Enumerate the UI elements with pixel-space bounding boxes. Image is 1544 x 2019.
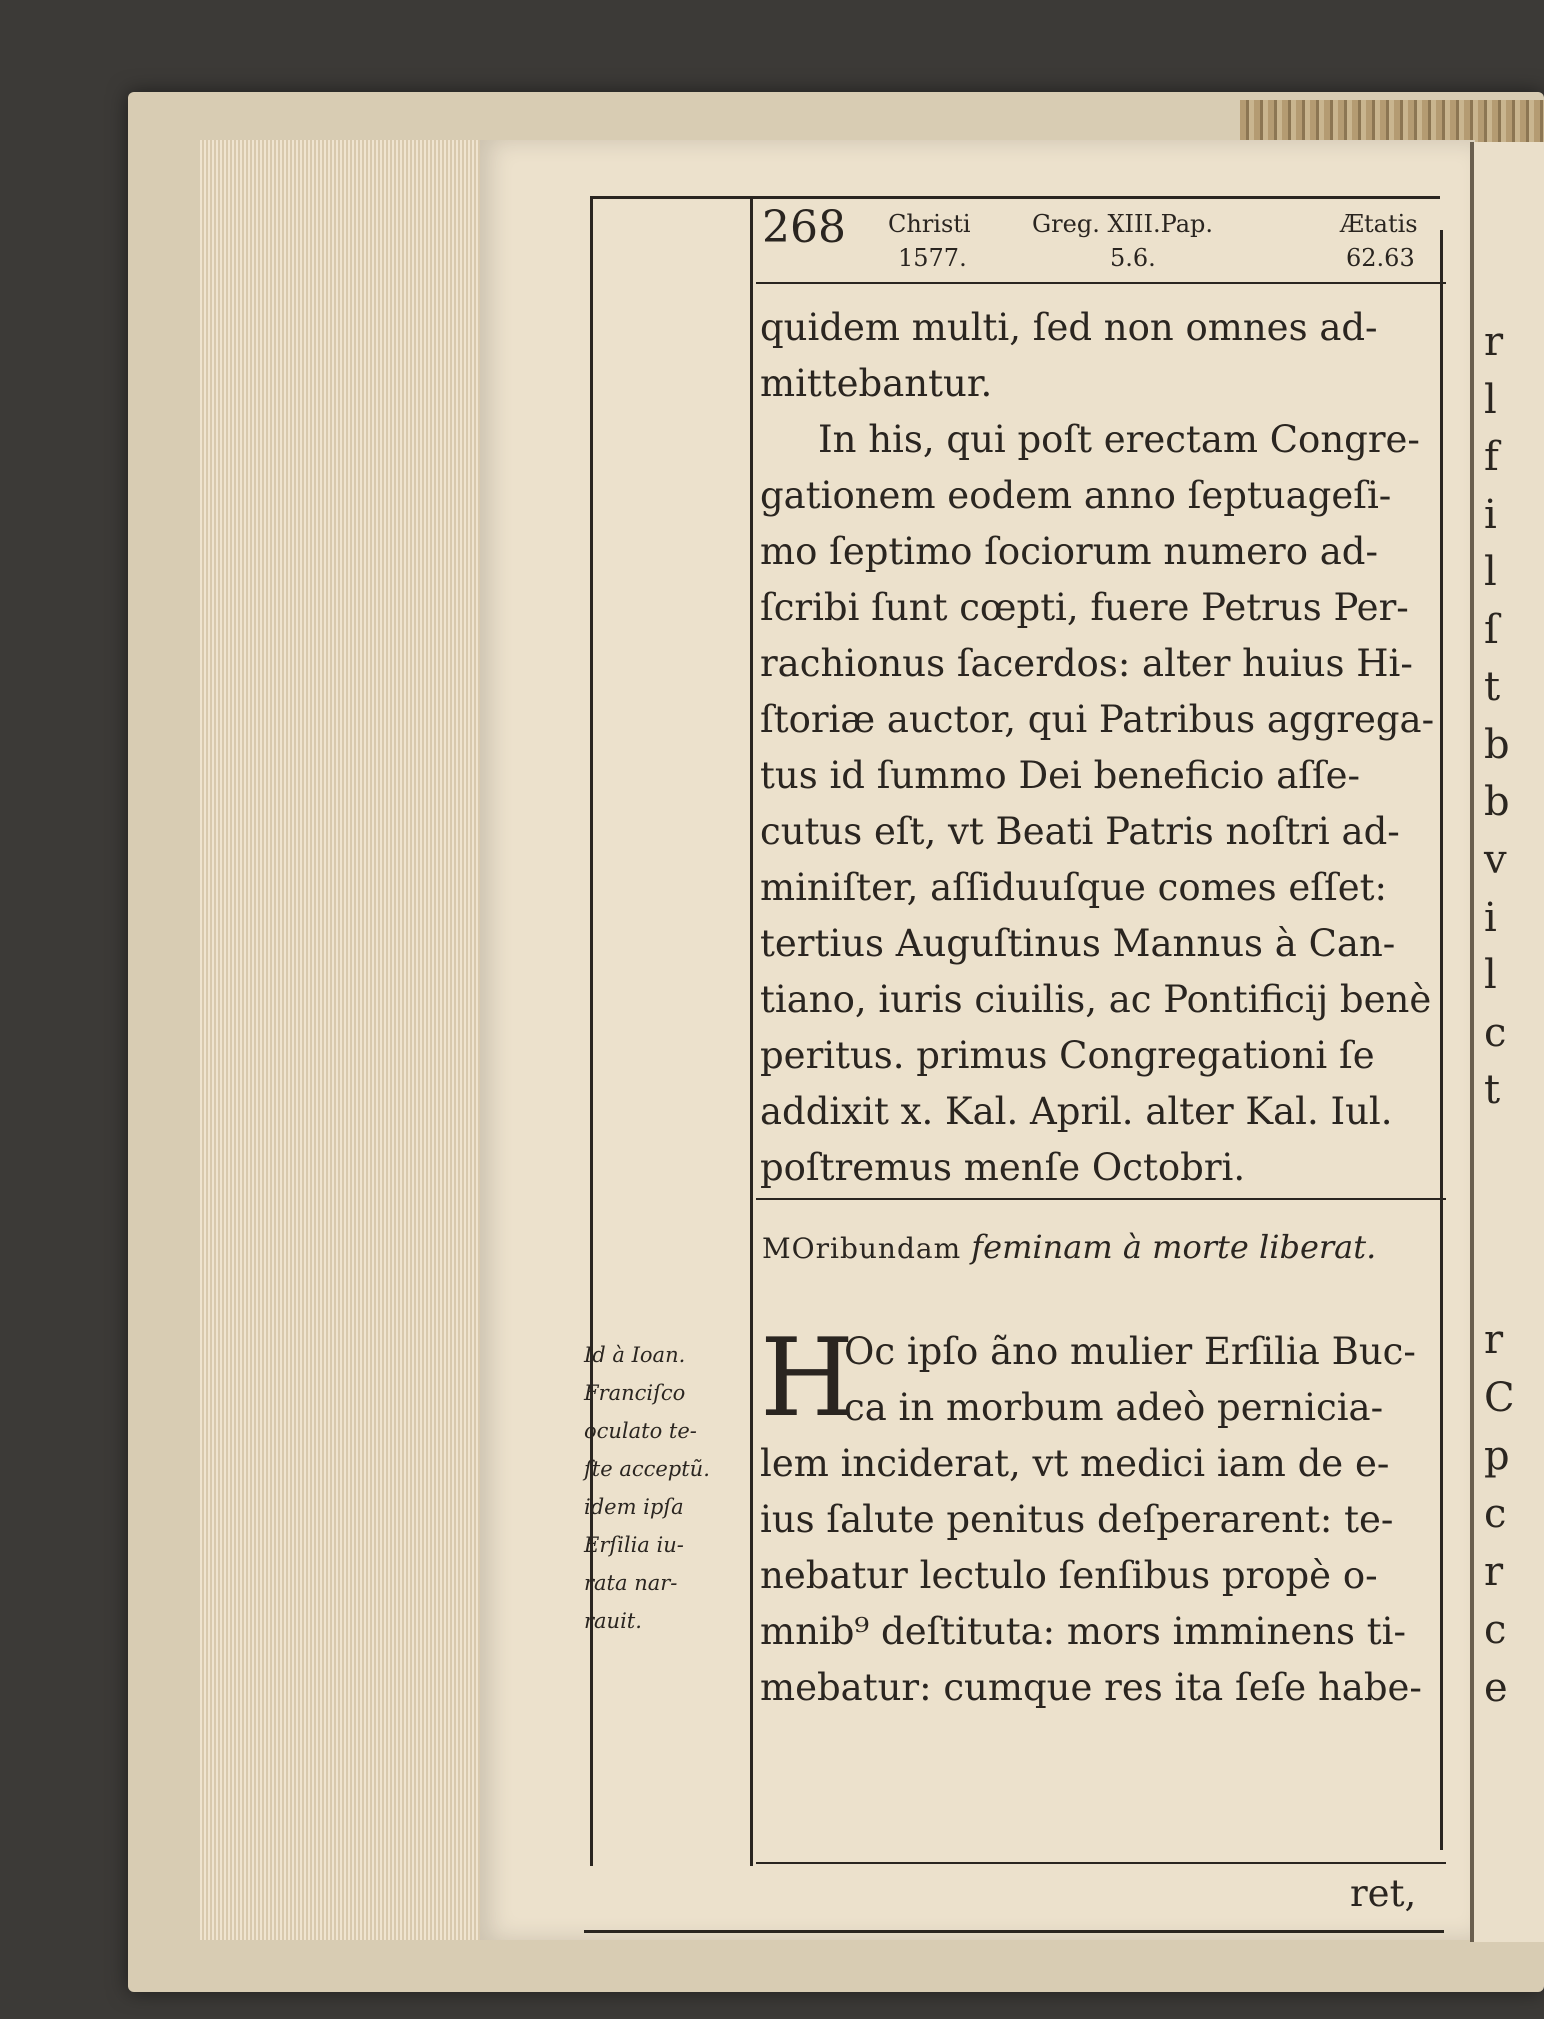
text-line: mebatur: cumque res ita ſeſe habe- xyxy=(760,1666,1422,1709)
text-line: ſcribi ſunt cœpti, fuere Petrus Per- xyxy=(760,586,1409,629)
margin-note xyxy=(584,1336,734,1640)
next-page-fragment: l xyxy=(1484,377,1497,423)
section-body xyxy=(760,1316,1450,1716)
next-page-fragment: i xyxy=(1484,895,1497,941)
body-text xyxy=(760,300,1450,1196)
text-line: mnib⁹ deſtituta: mors imminens ti- xyxy=(760,1610,1407,1653)
margin-note-line: Id à Ioan. xyxy=(584,1343,686,1367)
next-page-fragment: c xyxy=(1484,1491,1507,1537)
bottom-rule xyxy=(756,1862,1446,1864)
section-heading-first: MOribundam xyxy=(762,1232,962,1265)
page-number: 268 xyxy=(762,202,846,253)
text-line: addixit x. Kal. April. alter Kal. Iul. xyxy=(760,1090,1393,1133)
text-line: nebatur lectulo ſenſibus propè o- xyxy=(760,1554,1378,1597)
text-line: tiano, iuris ciuilis, ac Pontificij benè xyxy=(760,978,1432,1021)
text-line: ſtoriæ auctor, qui Patribus aggrega- xyxy=(760,698,1435,741)
next-page-fragment: e xyxy=(1484,1665,1508,1711)
margin-note-line: ſte acceptũ. xyxy=(584,1457,710,1481)
margin-note-line: rata nar- xyxy=(584,1571,678,1595)
text-line: In his, qui poſt erectam Congre- xyxy=(818,418,1420,461)
next-page-fragment: p xyxy=(1484,1433,1510,1479)
text-line: peritus. primus Congregationi ſe xyxy=(760,1034,1375,1077)
margin-note-line: Erſilia iu- xyxy=(584,1533,684,1557)
next-page-fragment: b xyxy=(1484,722,1510,768)
text-line: gationem eodem anno ſeptuageſi- xyxy=(760,474,1392,517)
text-line: ius ſalute penitus deſperarent: te- xyxy=(760,1498,1394,1541)
margin-note-line: Franciſco xyxy=(584,1381,686,1405)
next-page-fragment: r xyxy=(1484,1317,1504,1363)
next-page-fragment: l xyxy=(1484,952,1497,998)
next-page-fragment: v xyxy=(1484,837,1507,883)
drop-cap: H xyxy=(760,1316,855,1441)
next-page-fragment: r xyxy=(1484,319,1504,365)
text-line: mo ſeptimo ſociorum numero ad- xyxy=(760,530,1378,573)
text-line: lem inciderat, vt medici iam de e- xyxy=(760,1442,1390,1485)
header-rule xyxy=(756,282,1446,284)
text-line: quidem multi, ſed non omnes ad- xyxy=(760,306,1378,349)
next-page-fragment: r xyxy=(1484,1549,1504,1595)
header-christi: Christi xyxy=(888,210,971,238)
header-pope-value: 5.6. xyxy=(1110,244,1156,272)
text-line: poſtremus menſe Octobri. xyxy=(760,1146,1246,1189)
text-line: ca in morbum adeò pernicia- xyxy=(844,1386,1384,1429)
next-page-fragment: c xyxy=(1484,1010,1507,1056)
next-page-fragment: t xyxy=(1484,664,1501,710)
text-line: tertius Auguſtinus Mannus à Can- xyxy=(760,922,1396,965)
margin-note-line: idem ipſa xyxy=(584,1495,684,1519)
top-rule xyxy=(590,196,1440,199)
margin-note-line: rauit. xyxy=(584,1609,642,1633)
text-line: mittebantur. xyxy=(760,362,993,405)
inner-left-rule xyxy=(750,196,753,1866)
next-page-fragment: i xyxy=(1484,492,1497,538)
bottom-frame-rule xyxy=(584,1930,1444,1933)
catchword: ret, xyxy=(1350,1872,1417,1915)
text-line: rachionus ſacerdos: alter huius Hi- xyxy=(760,642,1413,685)
next-page-fragment: b xyxy=(1484,779,1510,825)
header-aetatis: Ætatis xyxy=(1340,210,1418,238)
next-page-fragment: C xyxy=(1484,1375,1515,1421)
header-aetatis-value: 62.63 xyxy=(1346,244,1415,272)
page-edges xyxy=(200,140,492,1940)
text-line: miniſter, aſſiduuſque comes eſſet: xyxy=(760,866,1387,909)
next-page-fragment: c xyxy=(1484,1607,1507,1653)
header-christi-value: 1577. xyxy=(898,244,967,272)
next-page xyxy=(1470,142,1544,1942)
text-line: tus id ſummo Dei beneficio aſſe- xyxy=(760,754,1361,797)
section-heading xyxy=(762,1228,1452,1266)
next-page-fragment: t xyxy=(1484,1067,1501,1113)
section-rule xyxy=(756,1198,1446,1200)
margin-note-line: oculato te- xyxy=(584,1419,697,1443)
section-heading-rest: feminam à morte liberat. xyxy=(971,1228,1377,1266)
text-line: Oc ipſo ãno mulier Erſilia Buc- xyxy=(844,1330,1416,1373)
text-line: cutus eſt, vt Beati Patris noſtri ad- xyxy=(760,810,1400,853)
next-page-fragment: f xyxy=(1484,434,1499,480)
next-page-fragment: l xyxy=(1484,549,1497,595)
header-pope: Greg. XIII.Pap. xyxy=(1032,210,1213,238)
next-page-fragment: ſ xyxy=(1484,607,1499,653)
